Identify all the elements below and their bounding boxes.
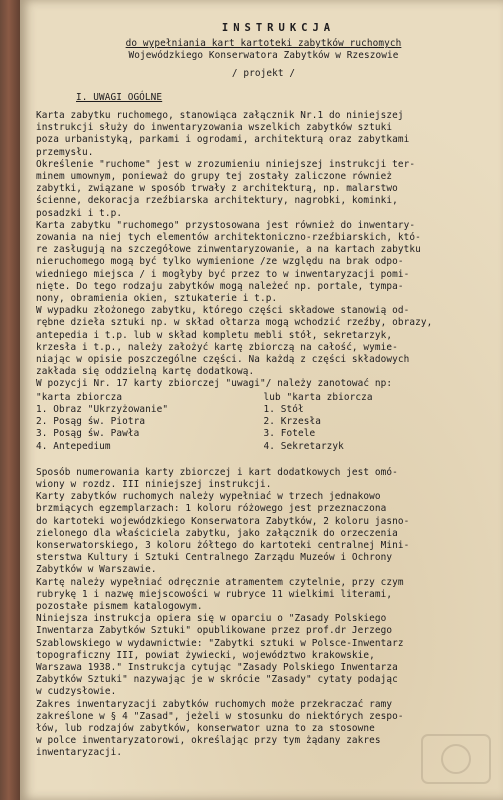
text-line: 3. Posąg św. Pawła [36,428,140,440]
text-line: Karta zabytku ruchomego, stanowiąca załącznik Nr.1 do niniejszej [36,110,404,122]
text-line: re zasługują na szczegółowe zinwentaryzowanie, a na kartach zabytku [36,244,421,256]
text-line: Zakres inwentaryzacji zabytków ruchomych może przekraczać ramy [36,698,393,710]
text-line: ścienne, dekoracja rzeźbiarska architektury, nagrobki, kominki, [36,195,398,207]
text-line: przemysłu. [36,146,94,158]
subtitle-line: Wojewódzkiego Konserwatora Zabytków w Rzeszowie [128,50,399,62]
text-line: konserwatorskiego, 3 koloru żółtego do kartoteki centralnej Mini- [36,539,410,551]
text-line: Kartę należy wypełniać odręcznie atramentem czytelnie, przy czym [36,576,404,588]
text-line: niając w opisie poszczególne części. Na każdą z części składowych [36,354,410,366]
text-line: 4. Antepedium [36,440,111,452]
text-line: 2. Krzesła [263,416,321,428]
text-line: sterstwa Kultury i Sztuki Centralnego Zarządu Muzeów i Ochrony [36,552,393,564]
text-line: rubrykę 1 i nazwę miejscowości w rubryce 11 wielkimi literami, [36,588,393,600]
text-line: w polce inwentaryzatorowi, określając przy tym żądany zakres [36,735,381,747]
text-line: Warszawa 1938." Instrukcja cytując "Zasady Polskiego Inwentarza [36,661,398,673]
text-line: Niniejsza instrukcja opiera się w oparciu o "Zasady Polskiego [36,613,387,625]
text-line: lub "karta zbiorcza [263,391,373,403]
text-line: "karta zbiorcza [36,391,123,403]
text-line: Inwentarza Zabytków Sztuki" opublikowane przez prof.dr Jerzego [36,625,393,637]
text-line: zakłada się oddzielną kartę dodatkową. [36,366,255,378]
text-line: 3. Fotele [263,428,316,440]
document-body [36,22,491,760]
text-line: Szablowskiego w wydawnictwie: "Zabytki sztuki w Polsce-Inwentarz [36,637,404,649]
text-line: Zabytków w Warszawie. [36,564,157,576]
text-line: zielonego dla właściciela zabytku, jako załącznik do orzeczenia [36,527,398,539]
text-line: Określenie "ruchome" jest w zrozumieniu niniejszej instrukcji ter- [36,158,416,170]
text-line: posadzki i t.p. [36,207,123,219]
text-line: zowania na niej tych elementów architektoniczno-rzeźbiarskich, któ- [36,232,421,244]
subtitle [36,38,491,62]
text-line: brzmiących egzemplarzach: 1 koloru różowego jest przeznaczona [36,503,387,515]
parts-list-left [36,392,264,453]
text-line: nieruchomego mogą być tylko wymienione /ze względu na brak odpo- [36,256,404,268]
text-line: Karty zabytków ruchomych należy wypełniać w trzech jednakowo [36,491,381,503]
text-line: poza urbanistyką, parkami i ogrodami, architekturą oraz zabytkami [36,134,410,146]
text-line: w cudzysłowie. [36,686,117,698]
text-line: instrukcji służy do inwentaryzowania wszelkich zabytków sztuki [36,122,393,134]
text-line: Karta zabytku "ruchomego" przystosowana jest również do inwentary- [36,219,416,231]
text-line: zabytki, związane w sposób trwały z architekturą, np. malarstwo [36,183,398,195]
text-line: wiedniego miejsca / i mogłyby być przez to w inwentaryzacji pomi- [36,268,410,280]
text-line: nony, obramienia okien, sztukaterie i t.p. [36,293,278,305]
text-line: Sposób numerowania karty zbiorczej i kart dodatkowych jest omó- [36,466,398,478]
text-line: topograficzny III, powiat żywiecki, województwo krakowskie, [36,649,375,661]
document-title: INSTRUKCJA [221,22,336,34]
project-label: / projekt / [231,67,296,79]
section-heading: I. UWAGI OGÓLNE [76,91,163,103]
subtitle-line: do wypełniania kart kartoteki zabytków ruchomych [125,38,402,50]
text-line: minem umownym, ponieważ do grupy tej zostały zaliczone również [36,171,393,183]
paragraph-block [36,467,491,760]
text-line: W pozycji Nr. 17 karty zbiorczej "uwagi"/ należy zanotować np: [36,378,393,390]
archive-stamp [419,732,493,786]
text-line: Zabytków Sztuki" nazywając je w skrócie "Zasady" cytaty podając [36,674,398,686]
text-line: 1. Stół [263,403,304,415]
text-line: zakreślone w § 4 "Zasad", jeżeli w stosunku do niektórych zespo- [36,710,404,722]
text-line: nięte. Do tego rodzaju zabytków mogą należeć np. portale, tympa- [36,280,404,292]
paragraph-block [36,110,491,391]
text-line: 1. Obraz "Ukrzyżowanie" [36,403,169,415]
text-line: do kartoteki wojewódzkiego Konserwatora Zabytków, 2 koloru jasno- [36,515,410,527]
text-line: 4. Sekretarzyk [263,440,344,452]
parts-list-right [264,392,492,453]
text-line: pozostałe pismem katalogowym. [36,600,203,612]
document-page [20,0,503,800]
binding-spine [0,0,22,800]
text-line: inwentaryzacji. [36,747,123,759]
text-line: 2. Posąg św. Piotra [36,416,146,428]
text-line: rębne dzieła sztuki np. w skład ołtarza mogą wchodzić rzeźby, obrazy, [36,317,433,329]
parts-list [36,392,491,453]
text-line: krzesła i t.p., należy założyć kartę zbiorczą na całość, wymie- [36,341,398,353]
text-line: antepedia i t.p. lub w skład kompletu mebli stół, sekretarzyk, [36,329,393,341]
text-line: W wypadku złożonego zabytku, którego części składowe stanowią od- [36,305,410,317]
text-line: łów, lub rodzajów zabytków, konserwator uzna to za stosowne [36,722,375,734]
text-line: wiony w rozdz. III niniejszej instrukcji. [36,478,272,490]
